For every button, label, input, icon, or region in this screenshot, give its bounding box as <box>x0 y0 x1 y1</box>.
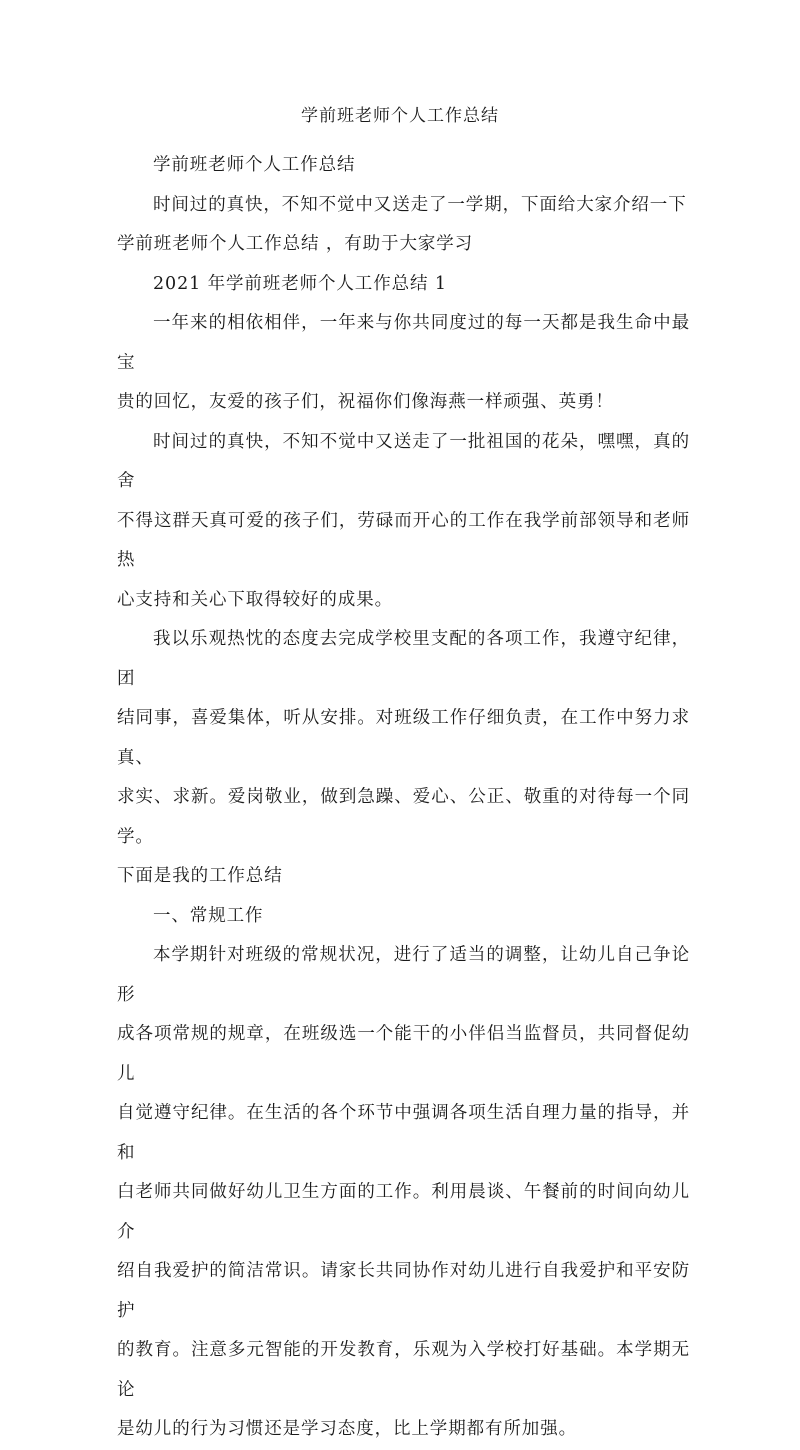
paragraph-4-line-4: 白老师共同做好幼儿卫生方面的工作。利用晨谈、午餐前的时间向幼儿介 <box>117 1182 690 1242</box>
paragraph-4-line-5: 绍自我爱护的简洁常识。请家长共同协作对幼儿进行自我爱护和平安防护 <box>117 1261 690 1321</box>
paragraph-4-line-2: 成各项常规的规章，在班级选一个能干的小伴侣当监督员，共同督促幼儿 <box>117 1024 690 1084</box>
paragraph-3 <box>117 620 690 897</box>
heading-routine-work <box>117 897 690 937</box>
section-heading-line: 2021 年学前班老师个人工作总结 1 <box>153 273 447 294</box>
paragraph-1-line-1: 一年来的相依相伴，一年来与你共同度过的每一天都是我生命中最宝 <box>117 313 690 373</box>
document-body <box>117 146 690 1450</box>
paragraph-4 <box>117 936 690 1450</box>
paragraph-2 <box>117 423 690 621</box>
paragraph-2-line-1: 时间过的真快，不知不觉中又送走了一批祖国的花朵，嘿嘿，真的舍 <box>117 431 690 491</box>
paragraph-3-line-2: 结同事，喜爱集体，听从安排。对班级工作仔细负责，在工作中努力求真、 <box>117 708 690 768</box>
section-heading <box>117 265 690 305</box>
paragraph-1 <box>117 304 690 423</box>
paragraph-4-line-3: 自觉遵守纪律。在生活的各个环节中强调各项生活自理力量的指导，并和 <box>117 1103 690 1163</box>
paragraph-1-line-2: 贵的回忆，友爱的孩子们，祝福你们像海燕一样顽强、英勇！ <box>117 392 614 412</box>
paragraph-4-line-7: 是幼儿的行为习惯还是学习态度，比上学期都有所加强。 <box>117 1419 577 1439</box>
paragraph-4-line-1: 本学期针对班级的常规状况，进行了适当的调整，让幼儿自己争论形 <box>117 945 690 1005</box>
subtitle <box>117 146 690 186</box>
paragraph-3-line-3: 求实、求新。爱岗敬业，做到急躁、爱心、公正、敬重的对待每一个同学。 <box>117 787 690 847</box>
paragraph-2-line-2: 不得这群天真可爱的孩子们，劳碌而开心的工作在我学前部领导和老师热 <box>117 510 690 570</box>
paragraph-4-line-6: 的教育。注意多元智能的开发教育，乐观为入学校打好基础。本学期无论 <box>117 1340 690 1400</box>
document-title: 学前班老师个人工作总结 <box>301 106 499 126</box>
heading-routine-work-line: 一、常规工作 <box>153 905 264 926</box>
paragraph-3-line-1: 我以乐观热忱的态度去完成学校里支配的各项工作，我遵守纪律，团 <box>117 629 690 689</box>
intro-paragraph <box>117 186 690 265</box>
paragraph-2-line-3: 心支持和关心下取得较好的成果。 <box>117 589 393 610</box>
paragraph-3-line-4: 下面是我的工作总结 <box>117 866 283 886</box>
intro-line-1: 时间过的真快，不知不觉中又送走了一学期，下面给大家介绍一下 <box>153 194 687 215</box>
intro-line-2: 学前班老师个人工作总结 ，有助于大家学习 <box>117 234 474 254</box>
subtitle-line: 学前班老师个人工作总结 <box>153 155 356 175</box>
